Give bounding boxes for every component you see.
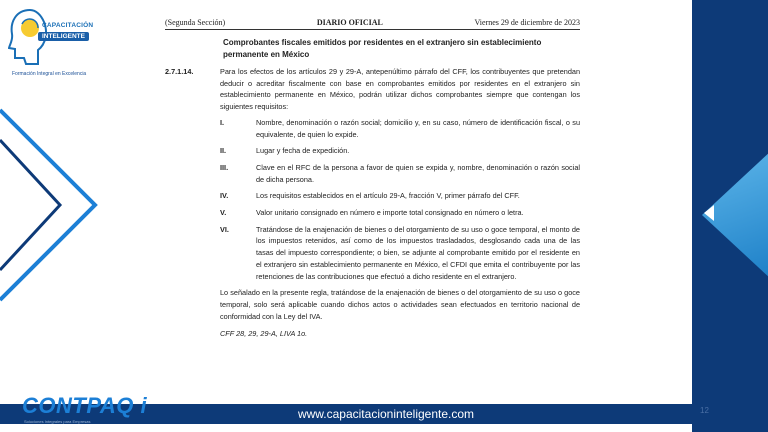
item-text: Tratándose de la enajenación de bienes o del otorgamiento de su uso o goce temporal, el monto de los impuestos retenidos, así como de los impuestos trasladados, desglosando cada una de las tasas del impuesto correspondiente; o bien, se adjunte al comprobante emitido por el residente en el extranjero sin establecimiento permanente en México, el CFDI que emita el contribuyente por las retenciones de las contribuciones que efectuó a dicho residente en el extranjero.: [256, 224, 580, 281]
footer-website-link[interactable]: www.capacitacioninteligente.com: [297, 407, 475, 421]
list-item: [220, 190, 580, 202]
doc-header-section: (Segunda Sección): [165, 18, 226, 27]
rule-text: Para los efectos de los artículos 29 y 29-A, antepenúltimo párrafo del CFF, los contribuyentes que pretendan deducir o acreditar fiscalmente con base en comprobantes emitidos por residentes en el extranjero sin establecimiento permanente en México, podrán utilizar dichos comprobantes siempre que contengan los siguientes requisitos:: [220, 67, 580, 112]
list-item: [220, 162, 580, 185]
list-item: [220, 145, 580, 157]
capacitacion-inteligente-logo: [8, 6, 118, 76]
left-arrow-icon: [704, 205, 714, 221]
logo-title-line1: CAPACITACIÓN: [42, 22, 94, 29]
rule-paragraph: [165, 66, 580, 113]
doc-header: [165, 18, 580, 30]
item-text: Clave en el RFC de la persona a favor de quien se expida y, nombre, denominación o razón social de dicha persona.: [256, 162, 580, 184]
item-text: Nombre, denominación o razón social; domicilio y, en su caso, número de identificación fiscal, o su equivalente, de quien lo expide.: [256, 117, 580, 139]
doc-header-publication: DIARIO OFICIAL: [316, 18, 383, 27]
brand-subtitle: Soluciones Integrales para Empresas: [24, 419, 91, 424]
list-item: [220, 207, 580, 219]
logo-title-line2: INTELIGENTE: [38, 32, 89, 41]
item-text: Lugar y fecha de expedición.: [256, 146, 350, 156]
contpaqi-brand-logo: CONTPAQ i: [22, 393, 148, 418]
requirements-list: [220, 117, 580, 282]
doc-title: Comprobantes fiscales emitidos por residentes en el extranjero sin establecimiento permanente en México: [223, 38, 542, 59]
list-item: [220, 117, 580, 140]
doc-header-date: Viernes 29 de diciembre de 2023: [474, 18, 580, 27]
item-text: Valor unitario consignado en número e importe total consignado en número o letra.: [256, 208, 524, 218]
logo-tagline: Formación Integral en Excelencia: [12, 71, 87, 77]
item-text: Los requisitos establecidos en el artículo 29-A, fracción V, primer párrafo del CFF.: [256, 191, 520, 201]
item-number: V.: [220, 208, 227, 218]
item-number: II.: [220, 146, 227, 156]
document-page: [165, 18, 580, 338]
closing-paragraph: Lo señalado en la presente regla, tratándose de la enajenación de bienes o del otorgamiento de su uso o goce temporal, solo será aplicable cuando dichos actos o actividades sean efectuados en territorio nacional de conformidad con la Ley del IVA.: [220, 288, 580, 321]
item-number: I.: [220, 117, 225, 127]
list-item: [220, 224, 580, 283]
page-number: 12: [700, 406, 709, 415]
item-number: IV.: [220, 191, 229, 201]
rule-number: 2.7.1.14.: [165, 67, 194, 76]
item-number: III.: [220, 162, 229, 172]
item-number: VI.: [220, 224, 229, 234]
left-decorative-lines: [0, 100, 140, 340]
legal-reference: CFF 28, 29, 29-A, LIVA 1o.: [220, 329, 308, 339]
right-decorative-panel: [692, 0, 768, 432]
